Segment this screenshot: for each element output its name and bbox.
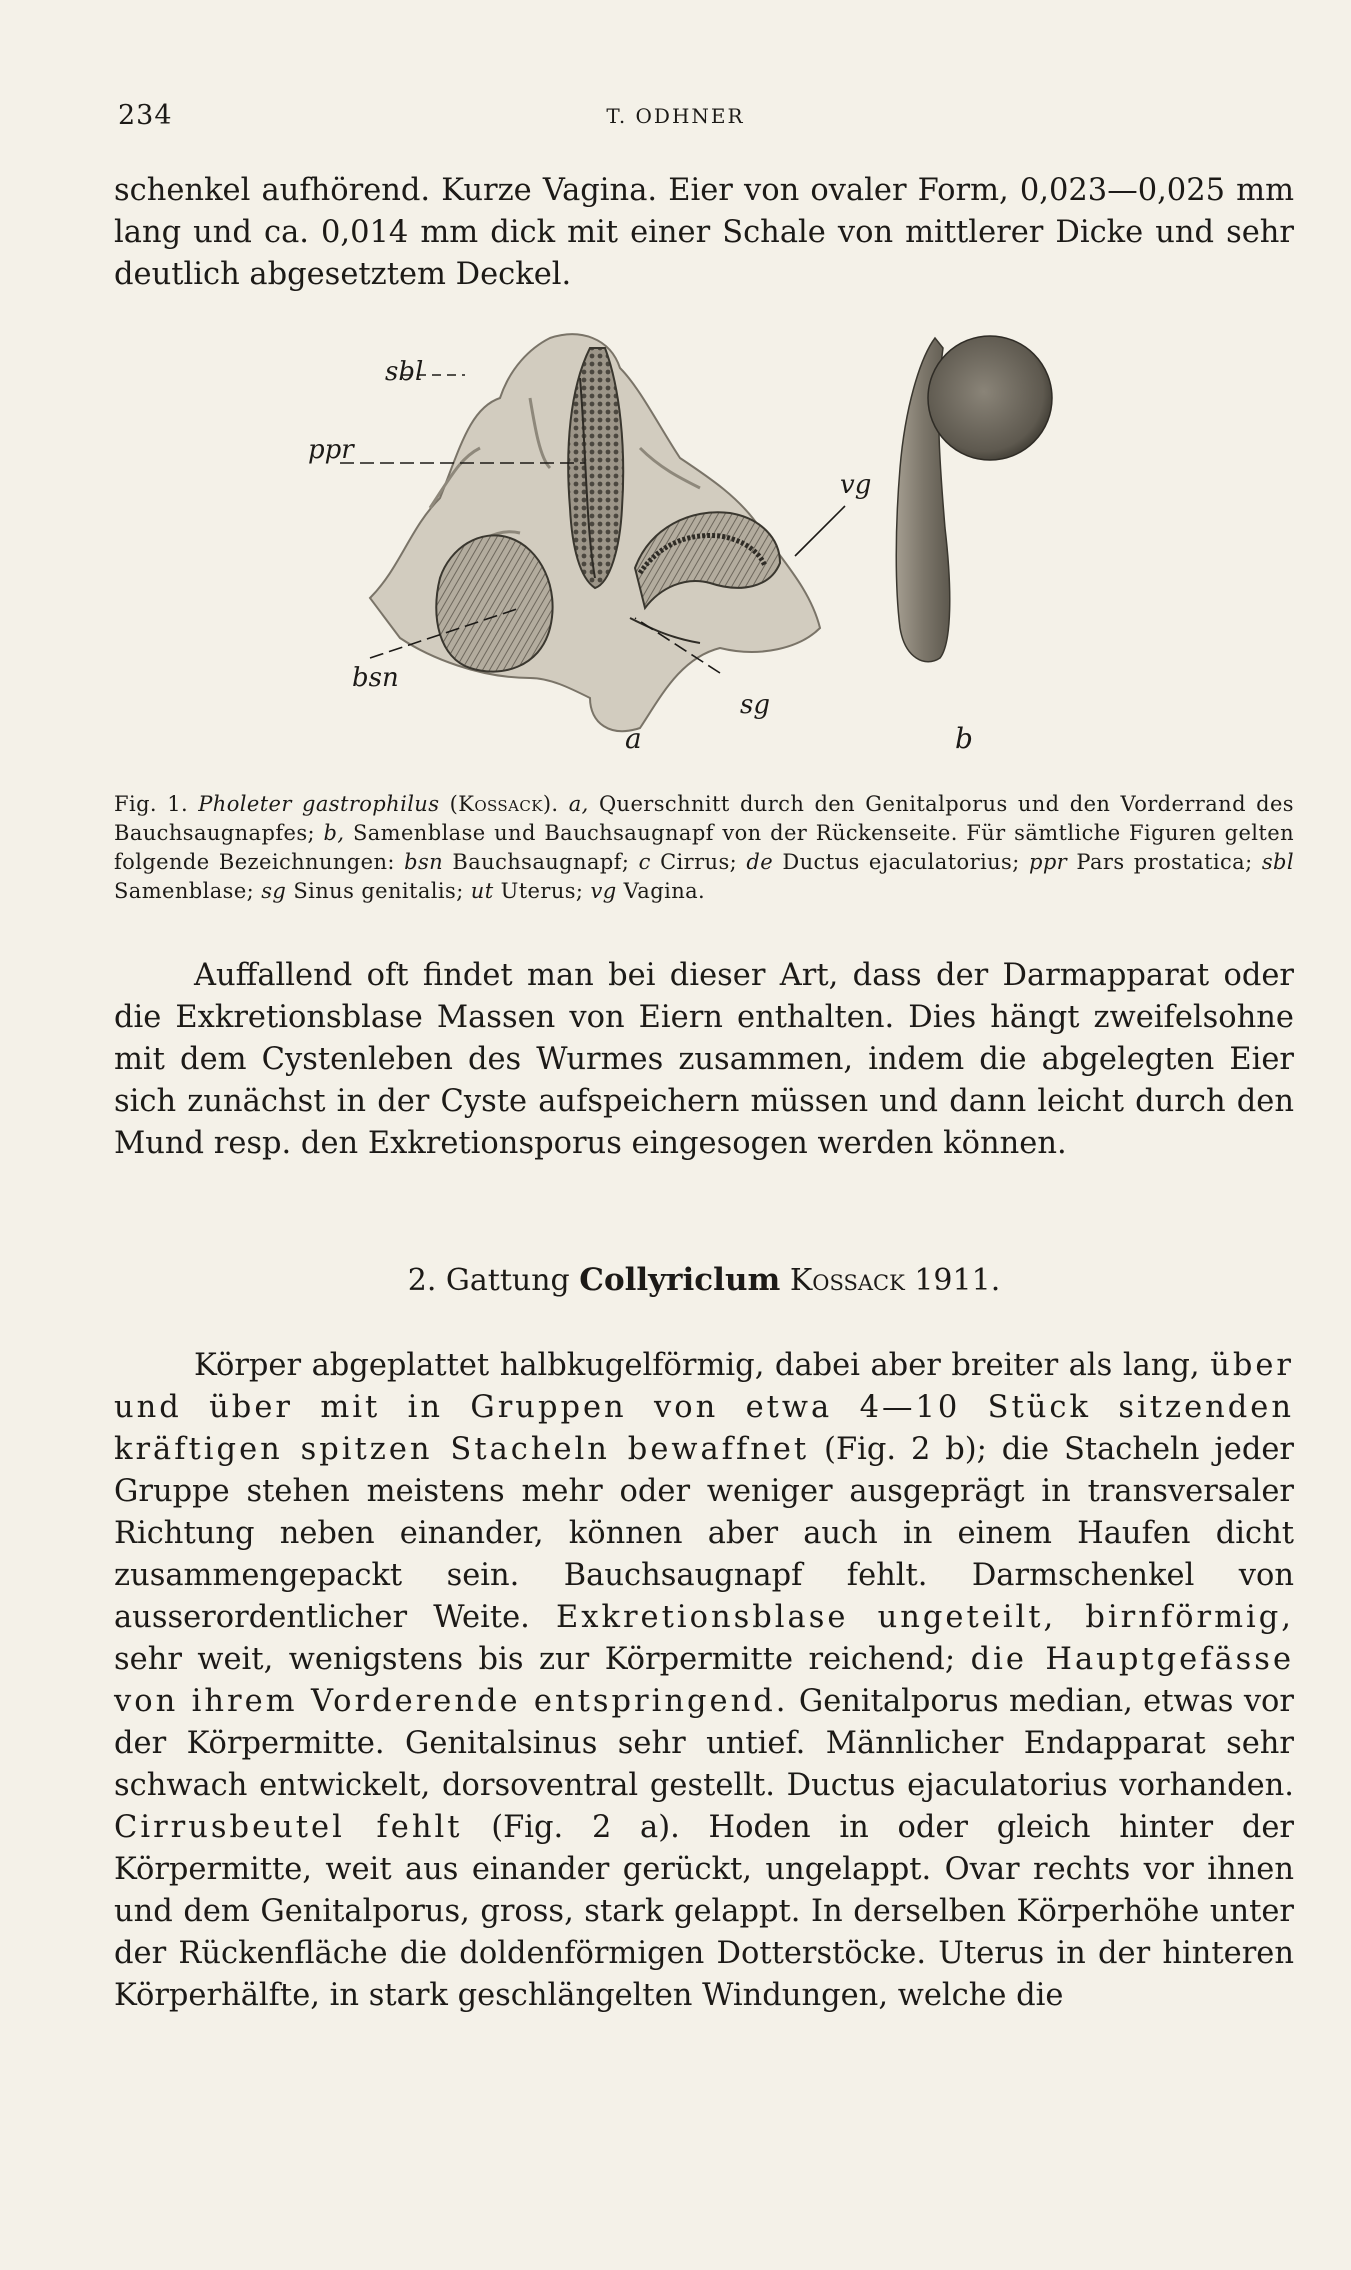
label-sg: sg [740, 690, 770, 720]
caption-abbr-ppr-text: Pars prostatica; [1076, 850, 1253, 874]
para3-s6: die Hauptgefässe von ihrem Vorderende entspringend. [114, 1642, 1295, 1719]
paragraph-2-text: Auffallend oft findet man bei dieser Art, dass der Darmapparat oder die Exkretionsblase Massen von Eiern enthalten. Dies hängt zweifelsohne mit dem Cystenleben des Wurmes zusammen, indem die abgelegten Eier sich zunächst in der Cyste aufspeichern müssen und dann leicht durch den Mund resp. den Exkretionsporus eingesogen werden können. [114, 958, 1294, 1161]
caption-abbr-ut-text: Uterus; [500, 879, 584, 903]
para3-s7: Genitalporus median, etwas vor der Körpermitte. Genitalsinus sehr untief. Männlicher Endapparat sehr schwach entwickelt, dorsoventral gestellt. Ductus ejaculatorius vorhanden. [114, 1684, 1294, 1803]
para3-s5: sehr weit, wenigstens bis zur Körpermitte reichend; [114, 1642, 956, 1677]
section-number: 2. Gattung [407, 1263, 570, 1298]
label-ppr: ppr [308, 435, 354, 465]
paragraph-1 [114, 170, 1294, 296]
caption-abbr-c: c [638, 850, 651, 874]
figure-1 [308, 328, 1090, 768]
caption-abbr-sg-text: Sinus genitalis; [293, 879, 464, 903]
label-b: b [955, 722, 973, 755]
caption-abbr-bsn: bsn [404, 850, 444, 874]
caption-abbr-sg: sg [261, 879, 287, 903]
section-heading [114, 1262, 1294, 1298]
para3-s9: (Fig. 2 a). Hoden in oder gleich hinter der Körpermitte, weit aus einander gerückt, ungelappt. Ovar rechts vor ihnen und dem Genitalporus, gross, stark gelappt. In derselben Körperhöhe unter der Rückenfläche die doldenförmigen Dotterstöcke. Uterus in der hinteren Körperhälfte, in stark geschlängelten Windungen, welche die [114, 1810, 1294, 2013]
caption-abbr-vg-text: Vagina. [623, 879, 706, 903]
para3-s1: Körper abgeplattet halbkugelförmig, dabei aber breiter als lang, [194, 1348, 1200, 1383]
running-head: T. ODHNER [606, 104, 745, 128]
label-vg: vg [840, 470, 872, 500]
caption-abbr-c-text: Cirrus; [660, 850, 738, 874]
paragraph-1-text: schenkel aufhörend. Kurze Vagina. Eier von ovaler Form, 0,023—0,025 mm lang und ca. 0,014 mm dick mit einer Schale von mittlerer Dicke und sehr deutlich abgesetztem Deckel. [114, 173, 1294, 292]
caption-abbr-sbl-text: Samenblase; [114, 879, 255, 903]
caption-abbr-ppr: ppr [1029, 850, 1068, 874]
paragraph-3-text [114, 1345, 1294, 2017]
caption-a: a, [568, 792, 589, 816]
caption-abbr-sbl: sbl [1261, 850, 1294, 874]
caption-species: Pholeter gastrophilus [198, 792, 440, 816]
para3-s4: Exkretionsblase ungeteilt, birnförmig, [556, 1600, 1295, 1635]
figure-1a-section [370, 334, 820, 731]
label-a: a [625, 722, 642, 755]
figure-1-drawing [308, 328, 1090, 768]
caption-text-2: Samenblase und Bauchsaugnapf von der Rückenseite. Für sämtliche Figuren gelten folgende Bezeichnungen: [114, 821, 1295, 874]
caption-abbr-de: de [746, 850, 774, 874]
caption-text-1: Querschnitt durch den Genitalporus und den Vorderrand des Bauchsaugnapfes; [114, 792, 1294, 845]
caption-fig: Fig. 1. [114, 792, 189, 816]
para3-s8: Cirrusbeutel fehlt [114, 1810, 463, 1845]
label-bsn: bsn [352, 663, 399, 693]
paragraph-3 [114, 1345, 1294, 2017]
para3-s2: über und über mit in Gruppen von etwa 4—10 Stück sitzenden kräftigen spitzen Stacheln bewaffnet [114, 1348, 1294, 1467]
caption-author: (Kossack). [449, 792, 559, 816]
page-number: 234 [118, 100, 173, 131]
section-year: 1911. [914, 1263, 1001, 1298]
figure-1b-drawing [896, 336, 1052, 662]
caption-abbr-vg: vg [590, 879, 617, 903]
caption-abbr-ut: ut [470, 879, 494, 903]
caption-abbr-de-text: Ductus ejaculatorius; [782, 850, 1020, 874]
para3-s3: (Fig. 2 b); die Stacheln jeder Gruppe stehen meistens mehr oder weniger ausgeprägt in transversaler Richtung neben einander, können aber auch in einem Haufen dicht zusammengepackt sein. Bauchsaugnapf fehlt. Darmschenkel von ausserordentlicher Weite. [114, 1432, 1294, 1635]
caption-abbr-bsn-text: Bauchsaugnapf; [452, 850, 630, 874]
paragraph-2 [114, 955, 1294, 1165]
page-header [118, 100, 1233, 140]
caption-b: b, [323, 821, 345, 845]
figure-caption [114, 790, 1294, 906]
section-author: Kossack [789, 1263, 905, 1298]
section-genus: Collyriclum [579, 1262, 781, 1298]
label-sbl: sbl [385, 357, 424, 387]
